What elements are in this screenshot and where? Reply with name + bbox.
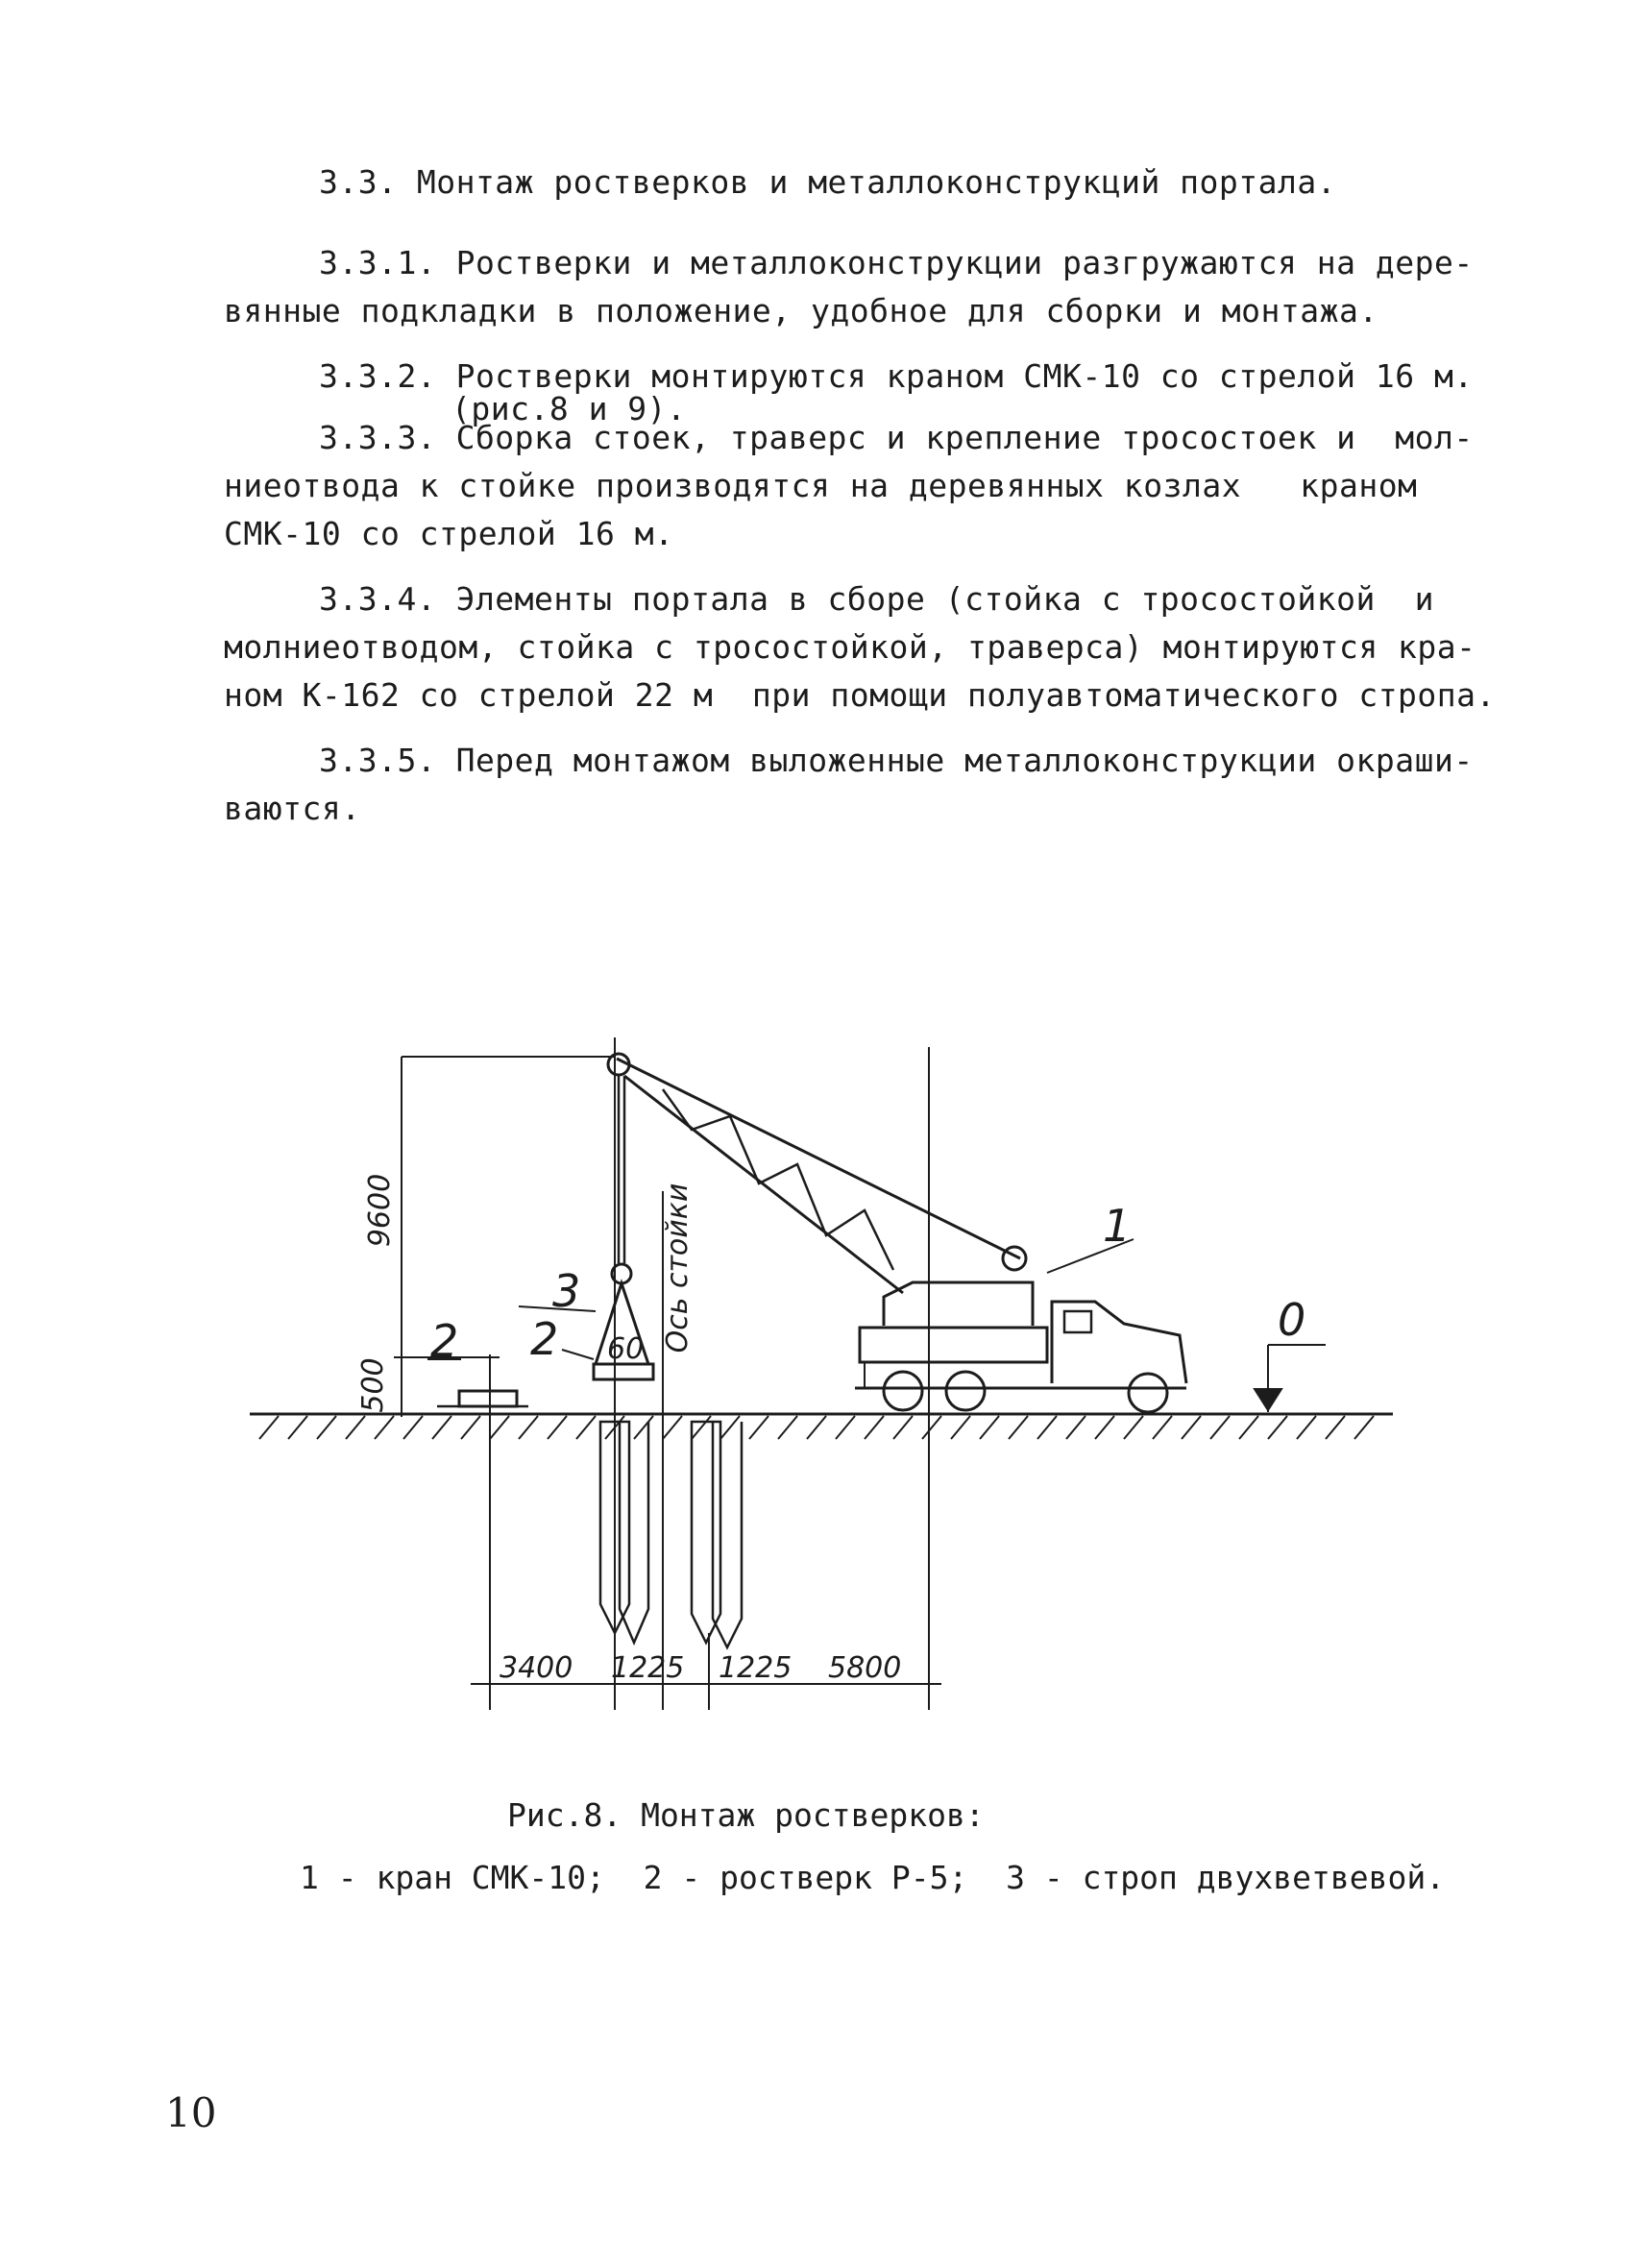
- paragraph-3-3-3-line-3: СМК-10 со стрелой 16 м.: [224, 515, 674, 552]
- axis-label: Ось стойки: [661, 1183, 695, 1353]
- callout-2-rostverk-suspended: 2: [530, 1313, 559, 1365]
- crane-truck: [855, 1282, 1186, 1412]
- paragraph-3-3-3-line-1: 3.3.3. Сборка стоек, траверс и крепление тросостоек и мол-: [319, 419, 1474, 456]
- paragraph-3-3-4-line-3: ном К-162 со стрелой 22 м при помощи полуавтоматического стропа.: [224, 676, 1496, 714]
- section-heading: 3.3. Монтаж ростверков и металлоконструкций портала.: [319, 163, 1337, 201]
- figure-caption-title: Рис.8. Монтаж ростверков:: [507, 1796, 985, 1834]
- callout-1-crane: 1: [1103, 1200, 1132, 1252]
- piles: [600, 1422, 742, 1647]
- dimension-1225-left: 1225: [611, 1651, 685, 1685]
- crane-installation-figure: [0, 1018, 1634, 1748]
- dimension-3400: 3400: [500, 1651, 573, 1685]
- paragraph-3-3-1-line-1: 3.3.1. Ростверки и металлоконструкции разгружаются на дере-: [319, 244, 1474, 281]
- dimension-500: 500: [356, 1357, 390, 1413]
- figure-caption-legend: 1 - кран СМК-10; 2 - ростверк Р-5; 3 - строп двухветвевой.: [300, 1859, 1446, 1896]
- level-mark-0: 0: [1278, 1294, 1306, 1346]
- dimension-9600: 9600: [363, 1173, 397, 1248]
- paragraph-3-3-2-line-1: 3.3.2. Ростверки монтируются краном СМК-10 со стрелой 16 м.: [319, 357, 1474, 395]
- callout-2-rostverk-ground: 2: [430, 1315, 459, 1367]
- paragraph-3-3-4-line-1: 3.3.4. Элементы портала в сборе (стойка с тросостойкой и: [319, 580, 1434, 618]
- dimension-5800: 5800: [828, 1651, 902, 1685]
- paragraph-3-3-5-line-1: 3.3.5. Перед монтажом выложенные металлоконструкции окраши-: [319, 742, 1474, 779]
- callout-3-sling: 3: [552, 1265, 581, 1317]
- page-number: 10: [165, 2089, 217, 2136]
- paragraph-3-3-3-line-2: ниеотвода к стойке производятся на деревянных козлах краном: [224, 467, 1418, 504]
- paragraph-3-3-2-line-2: (рис.8 и 9).: [451, 390, 687, 427]
- dimension-1225-right: 1225: [719, 1651, 793, 1685]
- sling-mark: 60: [607, 1332, 645, 1366]
- paragraph-3-3-1-line-2: вянные подкладки в положение, удобное для сборки и монтажа.: [224, 292, 1378, 329]
- ground-line: [250, 1414, 1393, 1439]
- hoist-and-sling: [594, 1076, 653, 1379]
- paragraph-3-3-5-line-2: ваются.: [224, 790, 361, 827]
- rostverk-on-ground: [437, 1391, 528, 1406]
- paragraph-3-3-4-line-2: молниеотводом, стойка с тросостойкой, траверса) монтируются кра-: [224, 628, 1476, 666]
